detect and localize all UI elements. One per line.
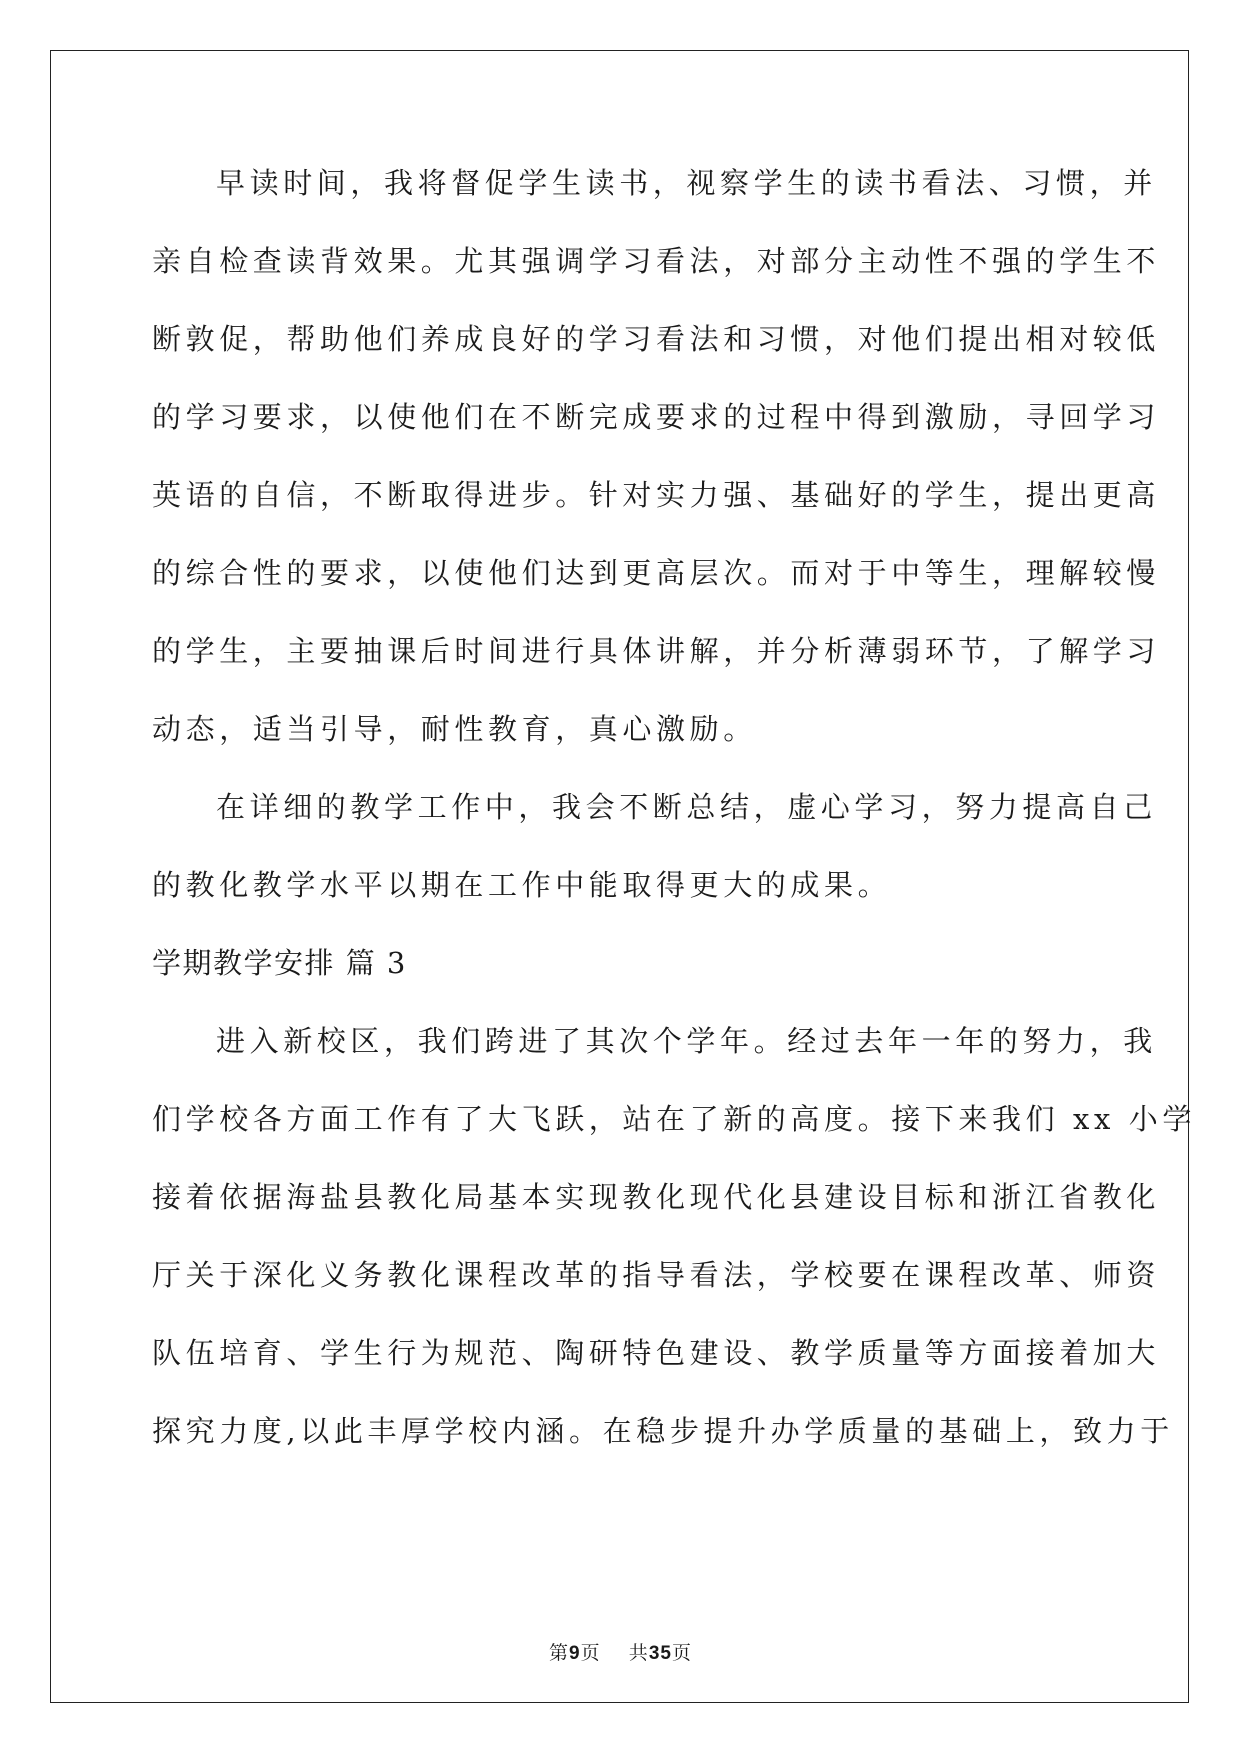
paragraph-line: 探究力度,以此丰厚学校内涵。在稳步提升办学质量的基础上，致力于 — [152, 1414, 1174, 1448]
paragraph-line: 英语的自信，不断取得进步。针对实力强、基础好的学生，提出更高 — [152, 478, 1161, 512]
page-number: 9 — [569, 1643, 581, 1664]
total-suffix: 页 — [671, 1642, 692, 1664]
paragraph-line: 断敦促，帮助他们养成良好的学习看法和习惯，对他们提出相对较低 — [152, 322, 1161, 356]
paragraph-line: 队伍培育、学生行为规范、陶研特色建设、教学质量等方面接着加大 — [152, 1336, 1161, 1370]
total-pages: 35 — [648, 1643, 672, 1664]
page-suffix: 页 — [580, 1642, 601, 1664]
section-heading: 学期教学安排 篇 3 — [152, 946, 407, 980]
paragraph-line: 们学校各方面工作有了大飞跃，站在了新的高度。接下来我们 xx 小学 — [152, 1102, 1196, 1136]
paragraph-line: 在详细的教学工作中，我会不断总结，虚心学习，努力提高自己 — [216, 790, 1157, 824]
paragraph-line: 亲自检查读背效果。尤其强调学习看法，对部分主动性不强的学生不 — [152, 244, 1161, 278]
document-body — [152, 163, 1196, 1489]
paragraph-line: 早读时间，我将督促学生读书，视察学生的读书看法、习惯，并 — [216, 166, 1157, 200]
paragraph-line: 进入新校区，我们跨进了其次个学年。经过去年一年的努力，我 — [216, 1024, 1157, 1058]
paragraph-line: 接着依据海盐县教化局基本实现教化现代化县建设目标和浙江省教化 — [152, 1180, 1161, 1214]
paragraph-line: 的学生，主要抽课后时间进行具体讲解，并分析薄弱环节，了解学习 — [152, 634, 1161, 668]
total-prefix: 共 — [628, 1642, 649, 1664]
paragraph-line: 动态，适当引导，耐性教育，真心激励。 — [152, 712, 757, 746]
paragraph-line: 的教化教学水平以期在工作中能取得更大的成果。 — [152, 868, 892, 902]
paragraph-line: 厅关于深化义务教化课程改革的指导看法，学校要在课程改革、师资 — [152, 1258, 1161, 1292]
paragraph-line: 的学习要求，以使他们在不断完成要求的过程中得到激励，寻回学习 — [152, 400, 1161, 434]
page-footer — [0, 1638, 1241, 1665]
page-prefix: 第 — [549, 1642, 570, 1664]
paragraph-line: 的综合性的要求，以使他们达到更高层次。而对于中等生，理解较慢 — [152, 556, 1161, 590]
